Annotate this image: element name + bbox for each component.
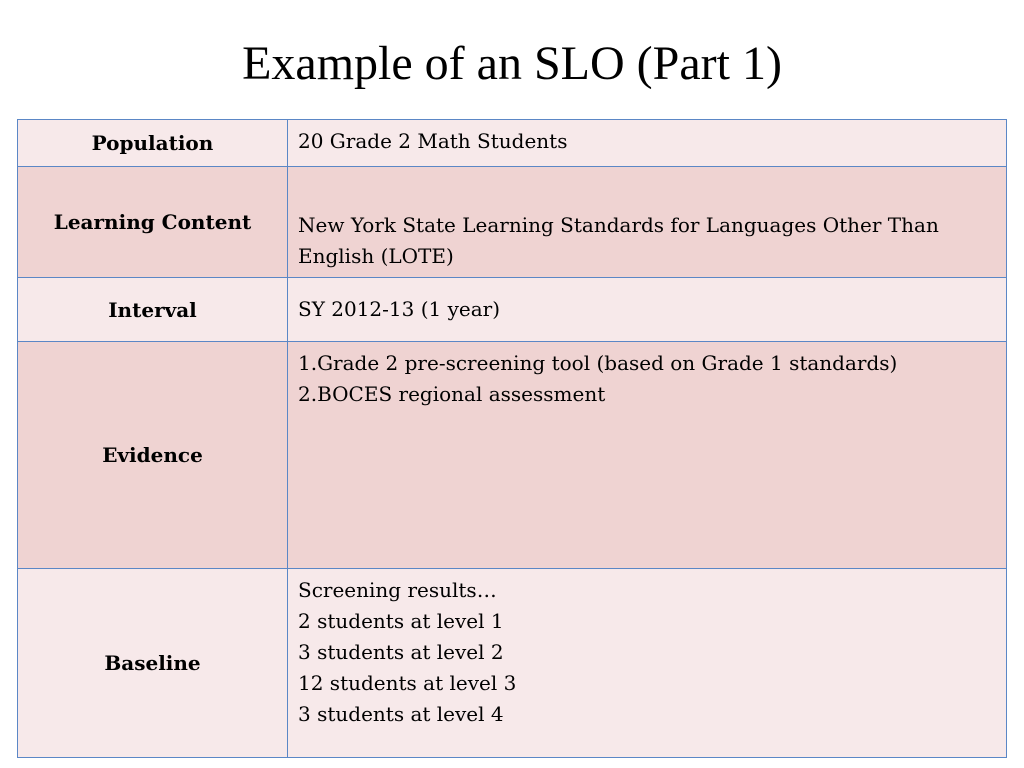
value-line: 1.Grade 2 pre-screening tool (based on Grade 1 standards) — [298, 351, 898, 375]
row-value — [288, 569, 1007, 758]
table-row-learning-content — [18, 167, 1007, 278]
value-line: 20 Grade 2 Math Students — [298, 129, 568, 153]
row-value — [288, 167, 1007, 278]
row-label: Evidence — [18, 342, 288, 569]
value-line: Screening results… — [298, 578, 497, 602]
table-row-baseline — [18, 569, 1007, 758]
row-label: Interval — [18, 278, 288, 342]
table-row-evidence — [18, 342, 1007, 569]
row-value — [288, 278, 1007, 342]
row-value — [288, 120, 1007, 167]
table-row-population — [18, 120, 1007, 167]
value-line: New York State Learning Standards for Languages Other Than English (LOTE) — [298, 213, 939, 268]
value-line: 12 students at level 3 — [298, 671, 517, 695]
value-line: 3 students at level 2 — [298, 640, 504, 664]
table-row-interval — [18, 278, 1007, 342]
slide-title: Example of an SLO (Part 1) — [242, 37, 782, 90]
row-label: Population — [18, 120, 288, 167]
value-line: SY 2012-13 (1 year) — [298, 297, 501, 321]
value-line: 3 students at level 4 — [298, 702, 504, 726]
row-label: Learning Content — [18, 167, 288, 278]
value-line: 2.BOCES regional assessment — [298, 382, 606, 406]
slo-table — [17, 119, 1007, 758]
value-line: 2 students at level 1 — [298, 609, 504, 633]
row-value — [288, 342, 1007, 569]
row-label: Baseline — [18, 569, 288, 758]
